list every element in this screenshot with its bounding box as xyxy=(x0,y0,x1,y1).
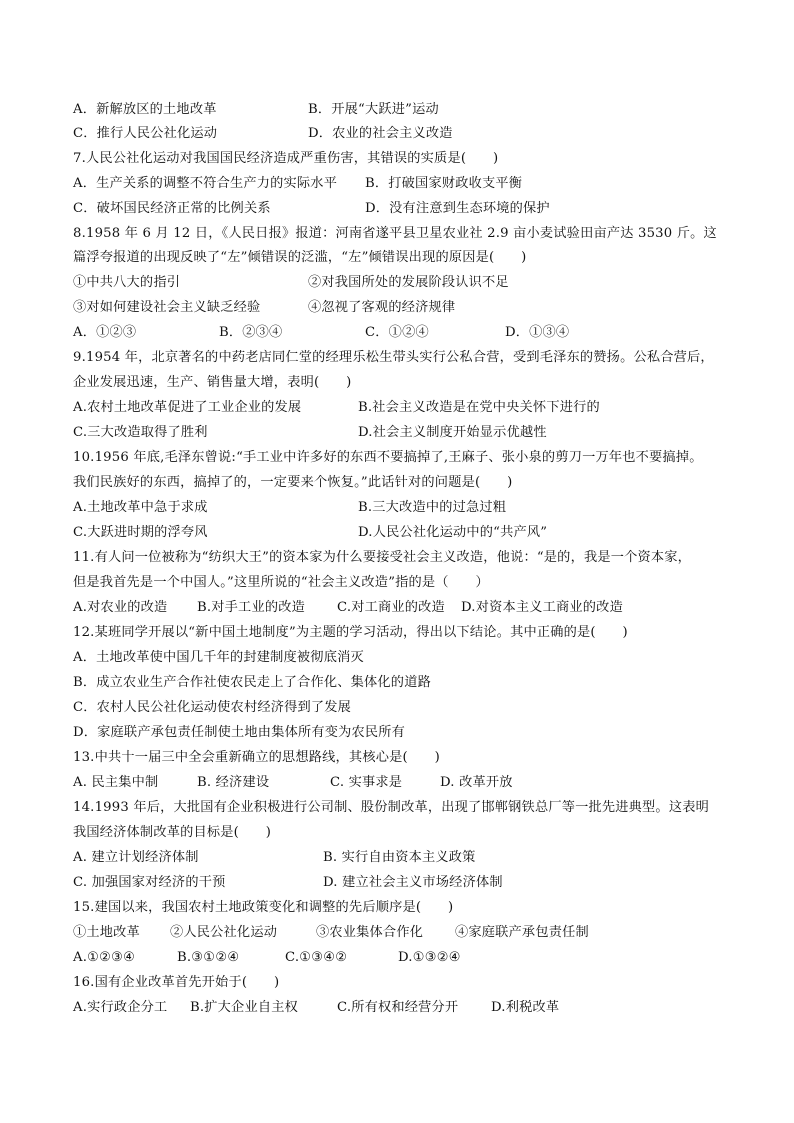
q9-stem-line-1: 9.1954 年，北京著名的中药老店同仁堂的经理乐松生带头实行公私合营，受到毛泽东的赞扬。公私合营后， xyxy=(73,350,714,365)
q16-option-c: C.所有权和经营分开 xyxy=(337,1000,459,1015)
q15-item-2: ②人民公社化运动 xyxy=(170,925,278,940)
q10-option-a: A.土地改革中急于求成 xyxy=(73,500,208,515)
q10-option-c: C.大跃进时期的浮夸风 xyxy=(73,525,208,540)
q6-option-a: A．新解放区的土地改革 xyxy=(73,102,217,117)
q13-option-c: C. 实事求是 xyxy=(330,775,403,790)
q15-option-c: C.①③④② xyxy=(285,950,348,965)
q12-option-d: D．家庭联产承包责任制使土地由集体所有变为农民所有 xyxy=(73,725,406,740)
q6-option-b: B．开展“大跃进”运动 xyxy=(308,102,439,117)
q14-stem-line-2: 我国经济体制改革的目标是( ) xyxy=(73,825,272,840)
q9-stem-line-2: 企业发展迅速，生产、销售量大增，表明( ) xyxy=(73,375,352,390)
q11-option-b: B.对手工业的改造 xyxy=(197,600,305,615)
q12-option-c: C．农村人民公社化运动使农村经济得到了发展 xyxy=(73,700,352,715)
q10-option-d: D.人民公社化运动中的“共产风” xyxy=(358,525,548,540)
q8-item-2: ②对我国所处的发展阶段认识不足 xyxy=(308,275,509,290)
q6-option-d: D．农业的社会主义改造 xyxy=(308,126,453,141)
q6-option-c: C．推行人民公社化运动 xyxy=(73,126,218,141)
q11-stem-line-1: 11.有人问一位被称为“纺织大王”的资本家为什么要接受社会主义改造，他说：“是的，我是一个资本家， xyxy=(73,550,692,565)
q15-option-a: A.①②③④ xyxy=(73,950,136,965)
q8-option-b: B．②③④ xyxy=(219,325,283,340)
q13-option-d: D. 改革开放 xyxy=(440,775,513,790)
q14-stem-line-1: 14.1993 年后，大批国有企业积极进行公司制、股份制改革，出现了邯郸钢铁总厂等一批先进典型。这表明 xyxy=(73,800,709,815)
q13-option-b: B. 经济建设 xyxy=(197,775,270,790)
q11-option-d: D.对资本主义工商业的改造 xyxy=(461,600,623,615)
q11-option-a: A.对农业的改造 xyxy=(73,600,168,615)
q13-option-a: A. 民主集中制 xyxy=(73,775,159,790)
q9-option-d: D.社会主义制度开始显示优越性 xyxy=(358,425,547,440)
q14-option-b: B. 实行自由资本主义政策 xyxy=(323,850,476,865)
q7-option-b: B．打破国家财政收支平衡 xyxy=(365,176,523,191)
q8-item-3: ③对如何建设社会主义缺乏经验 xyxy=(73,300,261,315)
q14-option-c: C. 加强国家对经济的干预 xyxy=(73,875,226,890)
q10-option-b: B.三大改造中的过急过粗 xyxy=(358,500,507,515)
q16-option-a: A.实行政企分工 xyxy=(73,1000,168,1015)
q11-option-c: C.对工商业的改造 xyxy=(337,600,445,615)
q7-option-d: D．没有注意到生态环境的保护 xyxy=(365,201,550,216)
q12-option-a: A．土地改革使中国几千年的封建制度被彻底消灭 xyxy=(73,650,364,665)
q8-stem-line-2: 篇浮夸报道的出现反映了“左”倾错误的泛滥，“左”倾错误出现的原因是( ) xyxy=(73,250,527,265)
q15-item-4: ④家庭联产承包责任制 xyxy=(455,925,589,940)
q16-option-d: D.利税改革 xyxy=(491,1000,560,1015)
q7-option-c: C．破坏国民经济正常的比例关系 xyxy=(73,201,271,216)
q8-option-d: D．①③④ xyxy=(505,325,570,340)
q16-stem: 16.国有企业改革首先开始于( ) xyxy=(73,975,280,990)
q8-item-1: ①中共八大的指引 xyxy=(73,275,181,290)
q15-stem: 15.建国以来，我国农村土地政策变化和调整的先后顺序是( ) xyxy=(73,900,454,915)
q15-item-1: ①土地改革 xyxy=(73,925,140,940)
q8-item-4: ④忽视了客观的经济规律 xyxy=(308,300,456,315)
q7-option-a: A．生产关系的调整不符合生产力的实际水平 xyxy=(73,176,338,191)
q8-stem-line-1: 8.1958 年 6 月 12 日，《人民日报》报道：河南省遂平县卫星农业社 2.9 亩小麦试验田亩产达 3530 斤。这 xyxy=(73,226,717,241)
q16-option-b: B.扩大企业自主权 xyxy=(190,1000,298,1015)
q9-option-b: B.社会主义改造是在党中央关怀下进行的 xyxy=(358,400,600,415)
q15-option-b: B.③①②④ xyxy=(177,950,240,965)
q10-stem-line-1: 10.1956 年底,毛泽东曾说:“手工业中许多好的东西不要搞掉了,王麻子、张小泉的剪刀一万年也不要搞掉。 xyxy=(73,450,703,465)
q9-option-a: A.农村土地改革促进了工业企业的发展 xyxy=(73,400,302,415)
q8-option-c: C．①②④ xyxy=(365,325,429,340)
q14-option-a: A. 建立计划经济体制 xyxy=(73,850,199,865)
q12-option-b: B．成立农业生产合作社使农民走上了合作化、集体化的道路 xyxy=(73,675,431,690)
q8-option-a: A．①②③ xyxy=(73,325,137,340)
q15-item-3: ③农业集体合作化 xyxy=(316,925,424,940)
q12-stem: 12.某班同学开展以“新中国土地制度”为主题的学习活动，得出以下结论。其中正确的是( ) xyxy=(73,625,628,640)
q15-option-d: D.①③②④ xyxy=(398,950,461,965)
q13-stem: 13.中共十一届三中全会重新确立的思想路线，其核心是( ) xyxy=(73,750,440,765)
q10-stem-line-2: 我们民族好的东西，搞掉了的，一定要来个恢复。”此话针对的问题是( ) xyxy=(73,475,513,490)
q14-option-d: D. 建立社会主义市场经济体制 xyxy=(323,875,503,890)
q7-stem: 7.人民公社化运动对我国国民经济造成严重伤害，其错误的实质是( ) xyxy=(73,151,499,166)
q9-option-c: C.三大改造取得了胜利 xyxy=(73,425,208,440)
q11-stem-line-2: 但是我首先是一个中国人。”这里所说的“社会主义改造”指的是（ ） xyxy=(73,575,489,590)
